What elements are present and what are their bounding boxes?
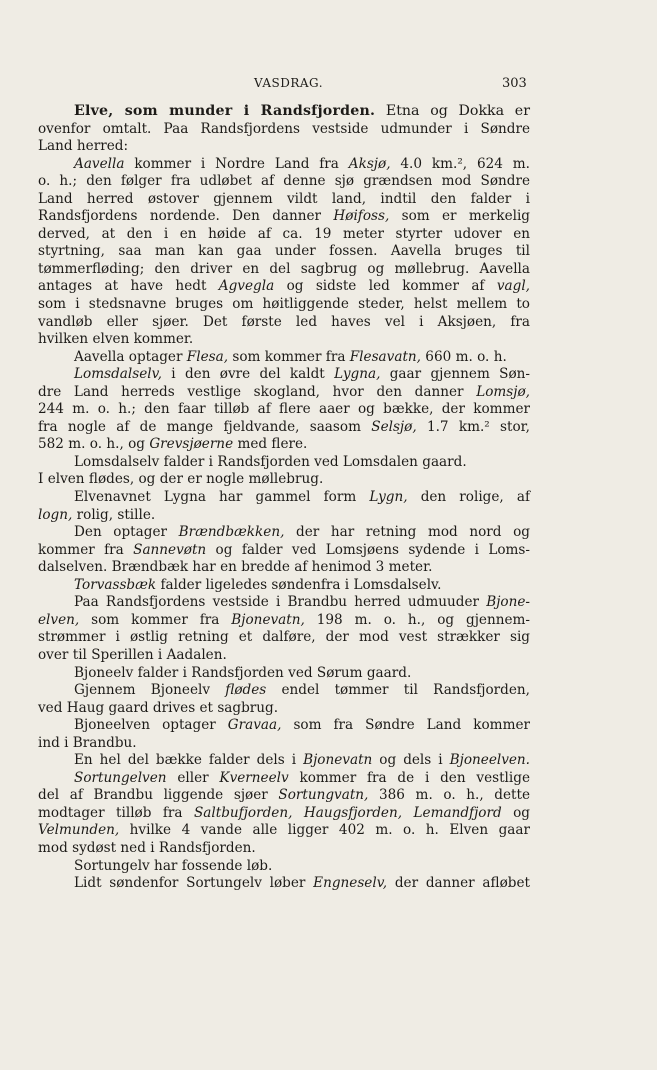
text-line: I elven flødes, og der er nogle møllebrug.	[38, 471, 324, 488]
italic-term: Flesavatn,	[349, 348, 421, 365]
italic-term: Høifoss,	[333, 208, 390, 225]
italic-term: Brændbækken,	[178, 524, 285, 541]
italic-term: Lomsdalselv,	[74, 366, 162, 383]
text-line	[38, 436, 530, 454]
text-span: kommer fra	[38, 541, 134, 558]
text-line	[38, 577, 530, 595]
text-line	[38, 489, 530, 507]
italic-term: Kverneelv	[219, 769, 289, 786]
text-span: eller	[166, 769, 220, 786]
text-line	[38, 103, 530, 121]
text-span: som fra Søndre Land kommer	[281, 717, 530, 734]
text-line: over til Sperillen i Aadalen.	[38, 646, 227, 663]
text-span	[292, 805, 303, 821]
text-span: Aavella optager	[74, 348, 187, 365]
text-line: Bjoneelv falder i Randsfjorden ved Sørum gaard.	[74, 664, 412, 681]
body-text	[38, 103, 530, 893]
text-line: strømmer i østlig retning et dalføre, der mod vest strækker sig	[38, 629, 530, 646]
text-span: 4.0 km.², 624 m.	[390, 155, 530, 172]
text-line	[38, 156, 530, 174]
text-line	[38, 717, 530, 735]
text-line	[38, 542, 530, 560]
text-line: Land herred østover gjennem vildt land, indtil den falder i	[38, 190, 530, 207]
italic-term: Haugsfjorden,	[303, 804, 403, 821]
text-span: med flere.	[233, 436, 308, 453]
text-span: dre Land herreds vestlige skogland, hvor den danner	[38, 383, 477, 400]
text-span: og sidste led kommer af	[274, 278, 497, 295]
text-span: som kommer fra	[228, 348, 350, 365]
text-line	[38, 822, 530, 840]
text-span: 1.7 km.² stor,	[416, 418, 530, 435]
text-span: 386 m. o. h., dette	[368, 787, 530, 804]
text-line	[38, 770, 530, 788]
running-header	[0, 76, 657, 96]
text-span	[402, 805, 413, 821]
text-span: falder ligeledes søndenfra i Lomsdalselv.	[156, 576, 442, 593]
text-line: hvilken elven kommer.	[38, 331, 194, 348]
page-number: 303	[502, 76, 527, 91]
italic-term: Lemandfjord	[413, 804, 502, 821]
italic-term: Aavella	[74, 155, 125, 172]
text-span: der danner afløbet	[387, 875, 530, 892]
text-span: og	[501, 804, 531, 821]
text-line: tømmerfløding; den driver en del sagbrug og møllebrug. Aavella	[38, 260, 530, 277]
text-line	[38, 594, 530, 612]
text-line: Lomsdalselv falder i Randsfjorden ved Lomsdalen gaard.	[74, 453, 467, 470]
section-heading: Elve, som munder i Randsfjorden.	[74, 103, 376, 119]
text-line	[38, 366, 530, 384]
text-span: Den optager	[74, 524, 179, 541]
text-span: Randsfjordens nordende. Den danner	[38, 208, 334, 225]
text-line: vandløb eller sjøer. Det første led haves vel i Aksjøen, fra	[38, 313, 530, 330]
text-span: og dels i	[372, 752, 450, 769]
text-span: Paa Randsfjordens vestside i Brandbu herred udmuuder	[74, 594, 487, 611]
text-line	[38, 805, 530, 823]
text-span: endel tømmer til Randsfjorden,	[266, 682, 530, 699]
italic-term: Bjonevatn	[303, 752, 373, 769]
italic-term: Lygn,	[369, 489, 408, 506]
text-line	[38, 208, 530, 226]
text-span: 582 m. o. h., og	[38, 436, 150, 453]
italic-term: Gravaa,	[227, 717, 282, 734]
italic-term: logn,	[38, 506, 73, 523]
text-line	[38, 787, 530, 805]
text-span: Bjoneelven optager	[74, 717, 228, 734]
italic-term: Flesa,	[186, 348, 229, 365]
italic-term: Saltbufjorden,	[193, 804, 293, 821]
italic-term: Bjonevatn,	[231, 611, 305, 628]
text-line: o. h.; den følger fra udløbet af denne sjø grændsen mod Søndre	[38, 173, 530, 190]
text-span: gaar gjennem Søn-	[380, 366, 531, 383]
text-span: som kommer fra	[79, 611, 232, 628]
text-span: rolig, stille.	[72, 506, 156, 523]
text-line: styrtning, saa man kan gaa under fossen. Aavella bruges til	[38, 243, 530, 260]
text-span: En hel del bække falder dels i	[74, 752, 304, 769]
text-span: den rolige, af	[407, 489, 530, 506]
italic-term: Sortungvatn,	[278, 787, 369, 804]
italic-term: Engneselv,	[313, 875, 388, 892]
italic-term: Bjoneelven.	[449, 752, 531, 769]
text-line: 244 m. o. h.; den faar tilløb af flere aaer og bække, der kommer	[38, 401, 530, 418]
text-line: som i stedsnavne bruges om høitliggende steder, helst mellem to	[38, 296, 530, 313]
text-span: del af Brandbu liggende sjøer	[38, 787, 279, 804]
text-span: hvilke 4 vande alle ligger 402 m. o. h. Elven gaar	[119, 822, 530, 839]
text-line: Land herred:	[38, 138, 129, 155]
text-span: kommer fra de i den vestlige	[288, 769, 530, 786]
italic-term: Sannevøtn	[133, 541, 207, 558]
text-line	[38, 752, 530, 770]
italic-term: vagl,	[496, 278, 530, 295]
text-span: Elvenavnet Lygna har gammel form	[74, 489, 370, 506]
text-line: ved Haug gaard drives et sagbrug.	[38, 699, 279, 716]
text-span: modtager tilløb fra	[38, 804, 194, 821]
text-line	[38, 612, 530, 630]
text-span: i den øvre del kaldt	[162, 366, 335, 383]
text-line	[38, 349, 530, 367]
text-span: der har retning mod nord og	[284, 524, 530, 541]
text-line	[38, 875, 530, 893]
text-line: derved, at den i en høide af ca. 19 meter styrter udover en	[38, 225, 530, 242]
text-span: og falder ved Lomsjøens sydende i Loms-	[206, 541, 530, 558]
text-line: ovenfor omtalt. Paa Randsfjordens vestside udmunder i Søndre	[38, 120, 530, 137]
running-title: VASDRAG.	[254, 76, 324, 90]
text-line: mod sydøst ned i Randsfjorden.	[38, 839, 256, 856]
text-span: som er merkelig	[389, 208, 531, 225]
italic-term: Torvassbæk	[74, 576, 157, 593]
text-line	[38, 384, 530, 402]
italic-term: Sortungelven	[74, 769, 167, 786]
italic-term: Bjone-	[486, 594, 530, 611]
text-line: Sortungelv har fossende løb.	[74, 857, 273, 874]
text-line	[38, 682, 530, 700]
text-line	[38, 278, 530, 296]
text-span: 660 m. o. h.	[420, 348, 507, 365]
italic-term: Grevsjøerne	[149, 436, 234, 453]
text-span: Lidt søndenfor Sortungelv løber	[74, 875, 314, 892]
text-span: kommer i Nordre Land fra	[124, 155, 349, 172]
italic-term: elven,	[38, 611, 80, 628]
text-span: Etna og Dokka er	[375, 103, 530, 119]
italic-term: Lomsjø,	[476, 383, 530, 400]
text-line	[38, 419, 530, 437]
italic-term: Selsjø,	[371, 418, 417, 435]
text-line	[38, 507, 530, 525]
text-span: antages at have hedt	[38, 278, 219, 295]
italic-term: Velmunden,	[38, 822, 120, 839]
text-line	[38, 524, 530, 542]
text-span: fra nogle af de mange fjeldvande, saasom	[38, 418, 372, 435]
text-line: dalselven. Brændbæk har en bredde af henimod 3 meter.	[38, 559, 433, 576]
text-span: 198 m. o. h., og gjennem-	[304, 611, 530, 628]
italic-term: flødes	[225, 682, 267, 699]
text-line: ind i Brandbu.	[38, 734, 137, 751]
text-span: Gjennem Bjoneelv	[74, 682, 226, 699]
italic-term: Aksjø,	[348, 155, 391, 172]
italic-term: Lygna,	[334, 366, 381, 383]
italic-term: Agvegla	[218, 278, 275, 295]
